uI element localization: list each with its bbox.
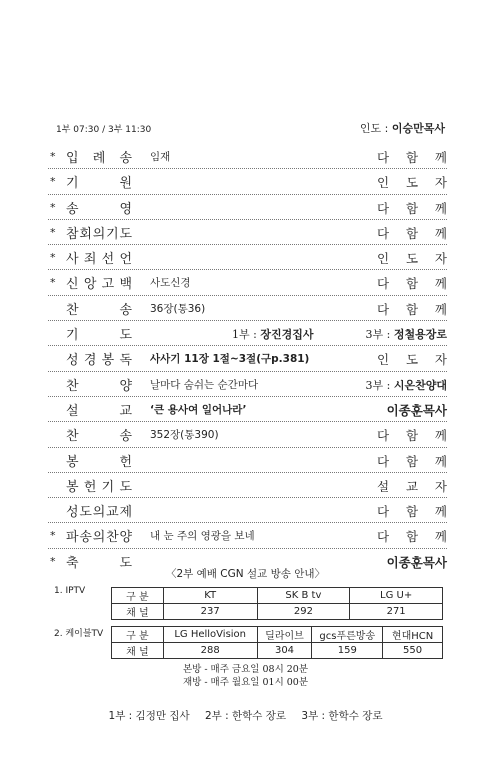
service-times: 1부 07:30 / 3부 11:30	[56, 125, 152, 135]
table-row	[112, 643, 443, 659]
who-char: 께	[434, 428, 447, 444]
order-who	[377, 426, 447, 444]
title-char: 례	[92, 151, 106, 166]
table-cell: 304	[257, 643, 312, 659]
title-char: 기	[101, 479, 115, 495]
who-char: 다	[377, 150, 390, 165]
title-char: 송	[66, 201, 79, 217]
table-cell: LG U+	[350, 588, 443, 604]
order-title	[66, 273, 132, 292]
who-char: 함	[405, 200, 419, 216]
title-char: 도	[119, 479, 132, 495]
title-char: 찬	[66, 302, 79, 318]
title-char: 기	[66, 176, 79, 192]
order-title	[66, 223, 132, 242]
table-cell: 현대HCN	[383, 627, 443, 643]
who-char: 자	[434, 478, 447, 494]
table-cell: 구 분	[112, 588, 164, 604]
star-mark: *	[50, 529, 56, 543]
title-char: 송	[119, 302, 132, 318]
table-cell: LG HelloVision	[163, 627, 257, 643]
who-char: 다	[377, 200, 390, 216]
order-who	[377, 502, 447, 520]
order-title	[66, 349, 132, 368]
choir	[366, 377, 447, 393]
who-char: 함	[405, 529, 419, 545]
title-char: 설	[66, 403, 79, 419]
order-who	[377, 300, 447, 318]
choir-label: 3부 :	[365, 378, 394, 392]
title-char: 찬	[66, 378, 79, 394]
order-row	[48, 422, 447, 447]
table-cell: gcs푸른방송	[312, 627, 383, 643]
order-who	[377, 249, 447, 267]
order-desc: 임재	[150, 151, 171, 163]
who-char: 인	[377, 251, 390, 267]
broadcast-notes	[0, 663, 491, 689]
who-char: 자	[434, 352, 447, 368]
title-char: 봉	[101, 353, 115, 369]
order-of-worship	[48, 144, 447, 573]
order-desc: 사도신경	[150, 277, 191, 290]
order-row	[48, 372, 447, 397]
order-desc: 사사기 11장 1절~3절(구p.381)	[150, 353, 310, 366]
title-char: 헌	[119, 454, 132, 470]
who-char: 자	[434, 251, 447, 267]
title-char: 의	[92, 505, 106, 521]
title-char: 송	[119, 151, 132, 166]
title-char: 사	[66, 252, 79, 268]
title-char: 기	[66, 328, 79, 344]
leader-label: 인도 :	[359, 122, 392, 135]
order-who	[377, 452, 447, 470]
order-who	[377, 350, 447, 368]
who-char: 께	[434, 529, 447, 545]
title-char: 봉	[66, 454, 79, 470]
title-char: 죄	[83, 252, 97, 268]
title-char: 회	[79, 226, 92, 242]
table-cell: 구 분	[112, 627, 164, 643]
footer-item: 1부 : 김정만 집사	[108, 710, 190, 722]
who-char: 함	[405, 276, 419, 292]
title-char: 선	[101, 252, 115, 268]
table-cell: 292	[257, 604, 350, 620]
who-char: 께	[434, 200, 447, 216]
table-cell: 채 널	[112, 604, 164, 620]
order-title	[66, 248, 132, 267]
order-title	[66, 400, 132, 419]
table-row	[112, 604, 443, 620]
title-char: 기	[106, 226, 119, 242]
table-cell: 288	[163, 643, 257, 659]
order-who	[377, 148, 447, 166]
who-char: 도	[405, 175, 419, 191]
order-desc: 내 눈 주의 영광을 보네	[150, 530, 255, 543]
title-char: 입	[66, 151, 79, 166]
who-char: 께	[434, 276, 447, 292]
title-char: 도	[119, 226, 132, 242]
order-who: 이종훈목사	[386, 554, 447, 570]
prayer-label: 3부 :	[365, 328, 394, 342]
table-row	[112, 627, 443, 643]
who-char: 함	[405, 428, 419, 444]
title-char: 참	[66, 226, 79, 242]
order-title	[66, 299, 132, 318]
table-cell: 550	[383, 643, 443, 659]
who-char: 인	[377, 175, 390, 191]
star-mark: *	[50, 554, 56, 568]
title-char: 헌	[83, 479, 97, 495]
order-desc: 36장(통36)	[150, 302, 206, 315]
who-char: 도	[405, 251, 419, 267]
who-char: 함	[405, 225, 419, 241]
table-cell: 159	[312, 643, 383, 659]
who-char: 다	[377, 301, 390, 317]
title-char: 원	[119, 176, 132, 192]
order-desc: 352장(통390)	[150, 429, 219, 442]
order-row	[48, 144, 447, 169]
order-row	[48, 473, 447, 498]
table-cell: 딜라이브	[257, 627, 312, 643]
title-char: 찬	[106, 530, 119, 546]
title-char: 의	[92, 530, 106, 546]
who-char: 교	[405, 478, 419, 494]
broadcast-title: 〈2부 예배 CGN 설교 방송 안내〉	[166, 568, 325, 580]
iptv-table	[111, 587, 443, 620]
footer-servers	[0, 708, 491, 723]
prayer-name: 정철용장로	[393, 328, 447, 342]
who-char: 함	[405, 453, 419, 469]
title-char: 축	[66, 555, 79, 571]
order-who	[377, 199, 447, 217]
order-title	[66, 476, 132, 495]
title-char: 송	[119, 429, 132, 445]
who-char: 께	[434, 453, 447, 469]
who-char: 다	[377, 453, 390, 469]
who-char: 다	[377, 504, 390, 520]
footer-item: 3부 : 한학수 장로	[301, 710, 383, 722]
order-row	[48, 296, 447, 321]
order-title	[66, 451, 132, 470]
order-row	[48, 321, 447, 346]
footer-item: 2부 : 한학수 장로	[204, 710, 287, 722]
who-char: 설	[377, 478, 390, 494]
who-char: 자	[434, 175, 447, 191]
title-char: 성	[66, 353, 79, 369]
iptv-label: 1. IPTV	[54, 586, 86, 596]
who-char: 께	[434, 225, 447, 241]
order-who: 이종훈목사	[386, 402, 447, 418]
title-char: 송	[79, 530, 92, 546]
who-char: 함	[405, 301, 419, 317]
title-char: 의	[92, 226, 106, 242]
who-char: 께	[434, 301, 447, 317]
title-char: 경	[83, 353, 97, 369]
table-cell: KT	[163, 588, 257, 604]
who-char: 함	[405, 504, 419, 520]
order-row	[48, 448, 447, 473]
star-mark: *	[50, 175, 56, 189]
title-char: 교	[106, 505, 119, 521]
order-title	[66, 425, 132, 444]
star-mark: *	[50, 200, 56, 214]
note-rerun: 재방 - 매주 월요일 01시 00분	[182, 677, 309, 688]
title-char: 양	[119, 378, 132, 394]
who-char: 다	[377, 529, 390, 545]
prayer-label: 1부 :	[232, 328, 261, 342]
order-row	[48, 397, 447, 422]
title-char: 찬	[66, 429, 79, 445]
order-title	[66, 198, 132, 217]
order-title	[66, 172, 132, 191]
title-char: 도	[79, 505, 92, 521]
order-title	[66, 501, 132, 520]
note-main: 본방 - 매주 금요일 08시 20분	[182, 664, 309, 675]
title-char: 봉	[66, 479, 79, 495]
order-row	[48, 523, 447, 548]
order-who	[377, 527, 447, 545]
title-char: 언	[119, 252, 132, 268]
order-row	[48, 195, 447, 220]
prayer-1	[232, 326, 313, 342]
order-title	[66, 324, 132, 343]
who-char: 다	[377, 428, 390, 444]
order-who	[377, 274, 447, 292]
star-mark: *	[50, 225, 56, 239]
title-char: 백	[119, 277, 132, 293]
who-char: 께	[434, 150, 447, 165]
service-leader	[360, 120, 445, 136]
title-char: 파	[66, 530, 79, 546]
order-title	[66, 526, 132, 545]
who-char: 함	[405, 150, 419, 165]
order-row	[48, 220, 447, 245]
order-row	[48, 245, 447, 270]
order-who	[377, 477, 447, 495]
table-cell: 채 널	[112, 643, 164, 659]
who-char: 께	[434, 504, 447, 520]
star-mark: *	[50, 276, 56, 290]
title-char: 신	[66, 277, 79, 293]
title-char: 앙	[83, 277, 97, 293]
order-row	[48, 270, 447, 295]
title-char: 독	[119, 353, 132, 369]
order-row	[48, 346, 447, 371]
cable-table	[111, 626, 443, 659]
order-who	[377, 224, 447, 242]
who-char: 도	[405, 352, 419, 368]
order-who	[377, 173, 447, 191]
who-char: 다	[377, 225, 390, 241]
order-title	[66, 147, 132, 166]
title-char: 양	[119, 530, 132, 546]
prayer-3	[366, 326, 447, 342]
title-char: 제	[119, 505, 132, 521]
title-char: 영	[119, 201, 132, 217]
order-row	[48, 498, 447, 523]
order-desc: 날마다 숨쉬는 순간마다	[150, 378, 259, 391]
leader-name: 이승만목사	[391, 122, 445, 135]
who-char: 다	[377, 276, 390, 292]
title-char: 교	[119, 403, 132, 419]
prayer-name: 장진경집사	[260, 328, 314, 342]
cable-label: 2. 케이블TV	[54, 629, 104, 639]
order-desc: ‘큰 용사여 일어나라’	[150, 403, 247, 416]
star-mark: *	[50, 150, 56, 163]
title-char: 고	[101, 277, 115, 293]
table-cell: 271	[350, 604, 443, 620]
star-mark: *	[50, 251, 56, 265]
order-title	[66, 375, 132, 394]
title-char: 성	[66, 505, 79, 521]
choir-name: 시온찬양대	[393, 378, 447, 392]
table-cell: SK B tv	[257, 588, 350, 604]
title-char: 도	[119, 328, 132, 344]
table-row	[112, 588, 443, 604]
table-cell: 237	[163, 604, 257, 620]
who-char: 인	[377, 352, 390, 368]
order-row	[48, 169, 447, 194]
title-char: 도	[119, 555, 132, 571]
